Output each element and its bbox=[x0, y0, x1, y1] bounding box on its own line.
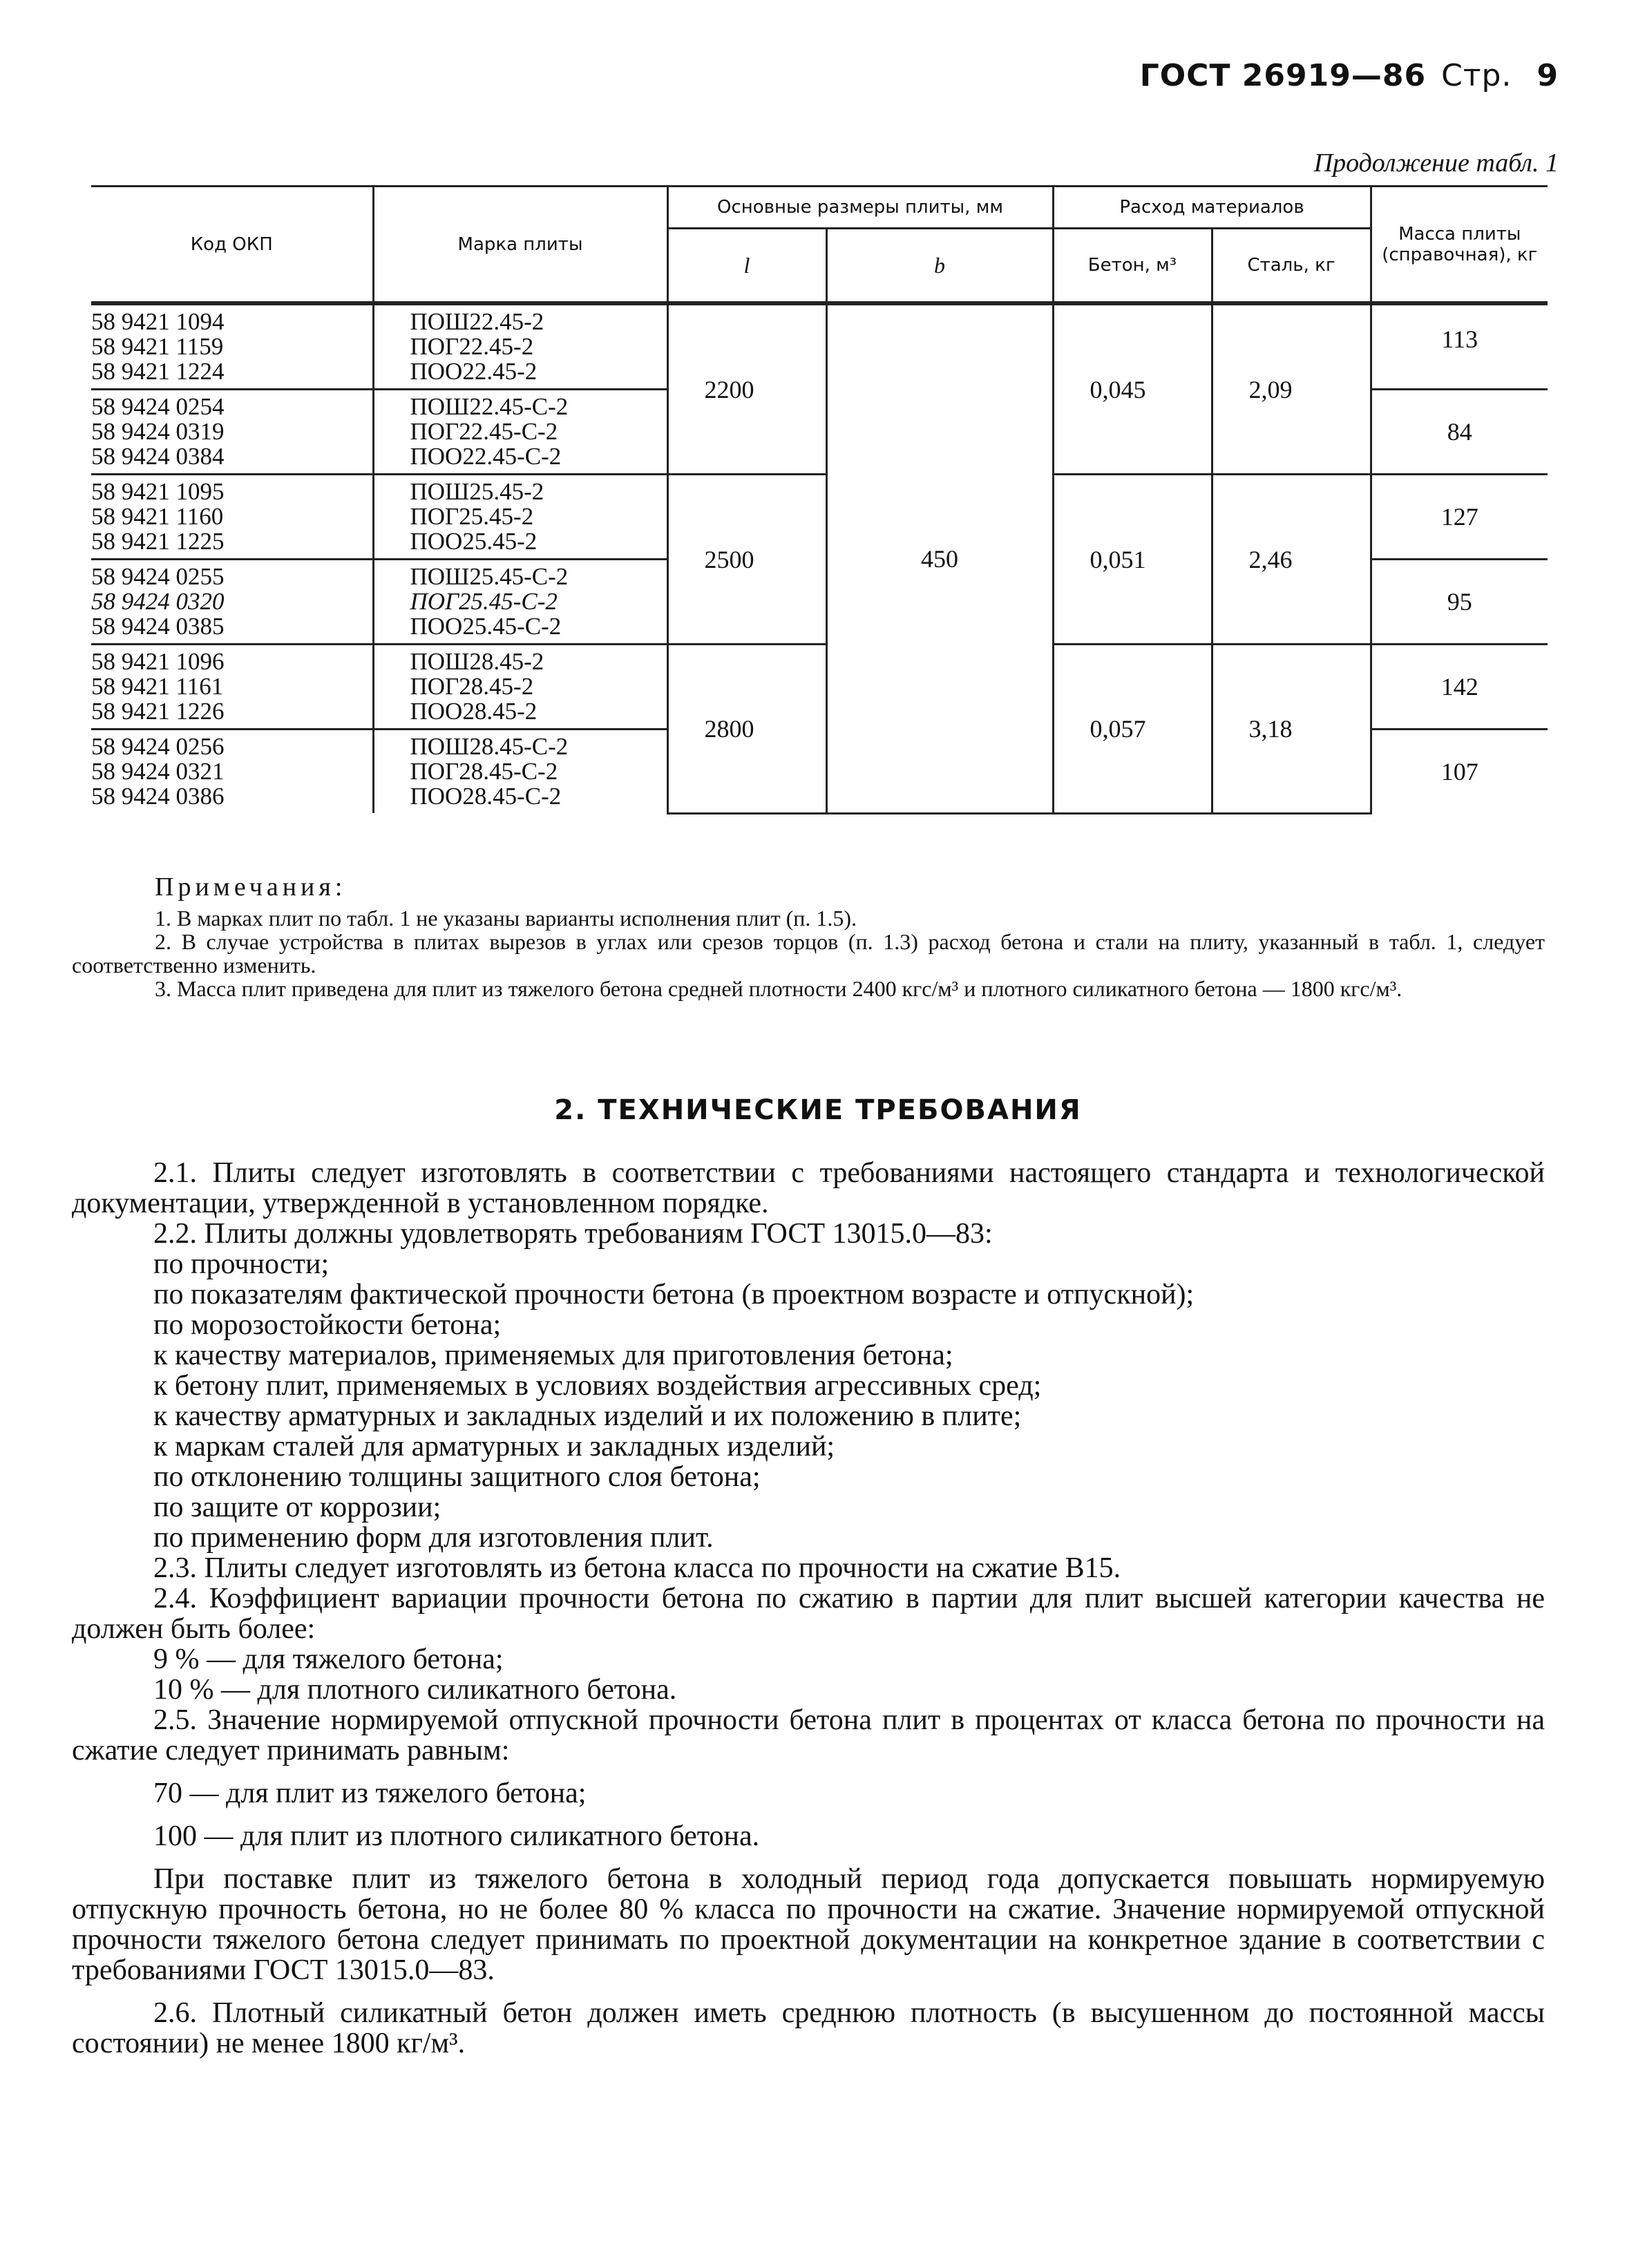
notes bbox=[72, 906, 1545, 1000]
table-row bbox=[91, 645, 1548, 730]
header-dim-l: l bbox=[667, 229, 826, 304]
concrete-cell: 0,057 bbox=[1053, 645, 1212, 814]
mark-cell: ПОШ22.45-С-2 ПОГ22.45-С-2 ПОО22.45-С-2 bbox=[373, 390, 667, 475]
length-cell: 2500 bbox=[667, 475, 826, 645]
section-title: 2. ТЕХНИЧЕСКИЕ ТРЕБОВАНИЯ bbox=[554, 1094, 1082, 1126]
list-item: по применению форм для изготовления плит. bbox=[153, 1522, 714, 1554]
table-body bbox=[91, 303, 1548, 813]
header-steel: Сталь, кг bbox=[1212, 229, 1371, 304]
paragraph-2-3: 2.3. Плиты следует изготовлять из бетона класса по прочности на сжатие В15. bbox=[153, 1552, 1121, 1584]
header-code: Код ОКП bbox=[91, 187, 373, 304]
mass-cell: 127 bbox=[1371, 475, 1548, 560]
list-item: к качеству арматурных и закладных изделий и их положению в плите; bbox=[153, 1400, 1022, 1432]
mark-cell: ПОШ25.45-2 ПОГ25.45-2 ПОО25.45-2 bbox=[373, 475, 667, 560]
list-item: к качеству материалов, применяемых для приготовления бетона; bbox=[153, 1340, 953, 1371]
list-item: по морозостойкости бетона; bbox=[153, 1309, 502, 1341]
code-cell: 58 9424 0254 58 9424 0319 58 9424 0384 bbox=[91, 390, 373, 475]
table-row bbox=[91, 303, 1548, 390]
page-number: 9 bbox=[1537, 58, 1559, 93]
mass-cell: 95 bbox=[1371, 560, 1548, 645]
note-item: 2. В случае устройства в плитах вырезов в углах или срезов торцов (п. 1.3) расход бетона и стали на плиту, указанный в табл. 1, следует соответственно изменить. bbox=[72, 929, 1545, 978]
mark-cell: ПОШ28.45-С-2 ПОГ28.45-С-2 ПОО28.45-С-2 bbox=[373, 730, 667, 814]
page-header bbox=[1140, 58, 1559, 93]
mass-cell: 113 bbox=[1371, 303, 1548, 390]
width-cell: 450 bbox=[826, 303, 1053, 813]
mass-cell: 107 bbox=[1371, 730, 1548, 814]
header-mass: Масса плиты (справочная), кг bbox=[1371, 187, 1548, 304]
mass-cell: 84 bbox=[1371, 390, 1548, 475]
paragraph-2-6: 2.6. Плотный силикатный бетон должен иметь среднюю плотность (в высушенном до постоянной массы состоянии) не менее 1800 кг/м³. bbox=[72, 1997, 1545, 2059]
plates-table bbox=[91, 185, 1548, 814]
length-cell: 2800 bbox=[667, 645, 826, 814]
code-cell: 58 9421 1095 58 9421 1160 58 9421 1225 bbox=[91, 475, 373, 560]
mass-cell: 142 bbox=[1371, 645, 1548, 730]
paragraph-2-5-cold: При поставке плит из тяжелого бетона в холодный период года допускается повышать нормируемую отпускную прочность бетона, но не более 80 % класса по прочности на сжатие. Значение нормируемой отпускной прочности тяжелого бетона следует принимать по проектной документации на конкретное здание в соответствии с требованиями ГОСТ 13015.0—83. bbox=[72, 1863, 1545, 1986]
note-item: 3. Масса плит приведена для плит из тяжелого бетона средней плотности 2400 кгс/м³ и плотного силикатного бетона — 1800 кгс/м³. bbox=[155, 976, 1402, 1001]
mark-cell: ПОШ22.45-2 ПОГ22.45-2 ПОО22.45-2 bbox=[373, 303, 667, 390]
code-cell: 58 9424 0255 58 9424 0320 58 9424 0385 bbox=[91, 560, 373, 645]
header-concrete: Бетон, м³ bbox=[1053, 229, 1212, 304]
code-cell: 58 9421 1096 58 9421 1161 58 9421 1226 bbox=[91, 645, 373, 730]
steel-cell: 3,18 bbox=[1212, 645, 1371, 814]
mark-cell: ПОШ25.45-С-2 ПОГ25.45-С-2 ПОО25.45-С-2 bbox=[373, 560, 667, 645]
list-item: 70 — для плит из тяжелого бетона; bbox=[153, 1778, 587, 1809]
list-item: 100 — для плит из плотного силикатного бетона. bbox=[153, 1820, 760, 1852]
section-body bbox=[72, 1158, 1545, 2059]
list-item: к маркам сталей для арматурных и закладных изделий; bbox=[153, 1431, 835, 1462]
paragraph-2-1: 2.1. Плиты следует изготовлять в соответствии с требованиями настоящего стандарта и технологической документации, утвержденной в установленном порядке. bbox=[72, 1157, 1545, 1219]
code-cell: 58 9421 1094 58 9421 1159 58 9421 1224 bbox=[91, 303, 373, 390]
steel-cell: 2,46 bbox=[1212, 475, 1371, 645]
header-dim-b: b bbox=[826, 229, 1053, 304]
header-mark: Марка плиты bbox=[373, 187, 667, 304]
table-row bbox=[91, 475, 1548, 560]
list-item: к бетону плит, применяемых в условиях воздействия агрессивных сред; bbox=[153, 1370, 1042, 1402]
paragraph-2-2: 2.2. Плиты должны удовлетворять требованиям ГОСТ 13015.0—83: bbox=[153, 1218, 993, 1250]
note-item: 1. В марках плит по табл. 1 не указаны варианты исполнения плит (п. 1.5). bbox=[155, 906, 857, 931]
list-item: по отклонению толщины защитного слоя бетона; bbox=[153, 1461, 761, 1493]
list-item: 9 % — для тяжелого бетона; bbox=[153, 1643, 504, 1675]
mark-cell: ПОШ28.45-2 ПОГ28.45-2 ПОО28.45-2 bbox=[373, 645, 667, 730]
paragraph-2-4: 2.4. Коэффициент вариации прочности бетона по сжатию в партии для плит высшей категории качества не должен быть более: bbox=[72, 1583, 1545, 1645]
notes-title: Примечания: bbox=[155, 873, 347, 902]
table-continuation-label: Продолжение табл. 1 bbox=[1313, 149, 1559, 178]
concrete-cell: 0,045 bbox=[1053, 303, 1212, 475]
length-cell: 2200 bbox=[667, 303, 826, 475]
header-dims-group: Основные размеры плиты, мм bbox=[667, 187, 1053, 229]
list-item: по показателям фактической прочности бетона (в проектном возрасте и отпускной); bbox=[153, 1279, 1195, 1311]
list-item: 10 % — для плотного силикатного бетона. bbox=[153, 1674, 677, 1706]
concrete-cell: 0,051 bbox=[1053, 475, 1212, 645]
steel-cell: 2,09 bbox=[1212, 303, 1371, 475]
list-item: по защите от коррозии; bbox=[153, 1492, 441, 1523]
list-item: по прочности; bbox=[153, 1248, 330, 1280]
standard-title: ГОСТ 26919—86 bbox=[1139, 58, 1427, 93]
code-cell: 58 9424 0256 58 9424 0321 58 9424 0386 bbox=[91, 730, 373, 814]
paragraph-2-5: 2.5. Значение нормируемой отпускной прочности бетона плит в процентах от класса бетона по прочности на сжатие следует принимать равным: bbox=[72, 1704, 1545, 1766]
page-label: Стр. bbox=[1441, 58, 1512, 93]
header-materials-group: Расход материалов bbox=[1053, 187, 1371, 229]
